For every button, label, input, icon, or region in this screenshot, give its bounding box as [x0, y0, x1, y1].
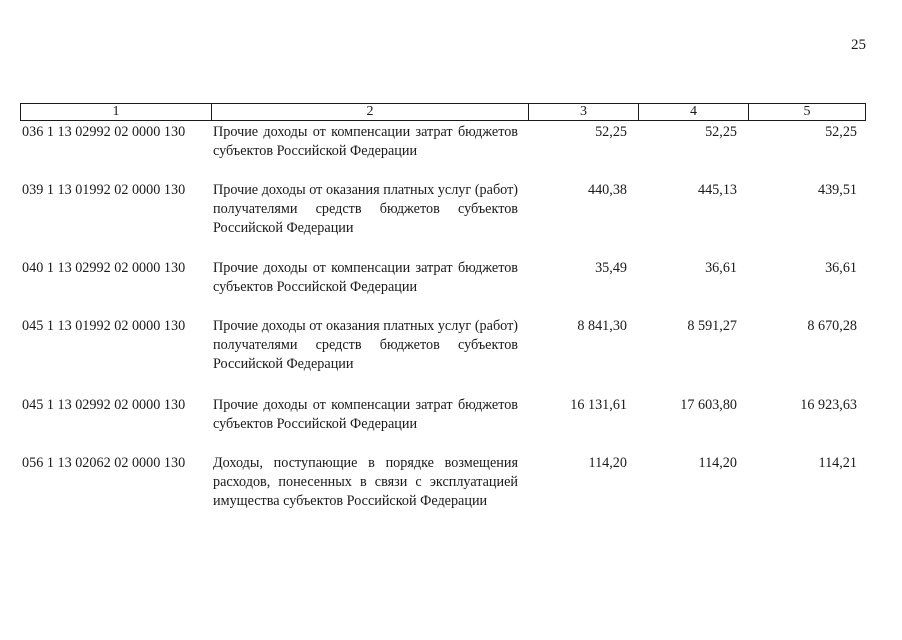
revenue-name: Прочие доходы от компенсации затрат бюджетов субъектов Российской Федерации	[213, 260, 518, 295]
table-header-row	[20, 103, 866, 121]
budget-code: 040 1 13 02992 02 0000 130	[22, 260, 186, 276]
column-header-4: 4	[638, 104, 748, 120]
value-column-4: 17 603,80	[680, 397, 737, 413]
column-header-3: 3	[528, 104, 638, 120]
value-column-4: 52,25	[705, 124, 737, 140]
value-column-5: 52,25	[825, 124, 857, 140]
budget-code: 036 1 13 02992 02 0000 130	[22, 124, 186, 140]
column-header-1: 1	[112, 104, 120, 119]
revenue-name: Прочие доходы от оказания платных услуг (работ) получателями средств бюджетов субъектов Российской Федерации	[213, 182, 518, 236]
value-column-3: 114,20	[588, 455, 627, 471]
revenue-name: Прочие доходы от компенсации затрат бюджетов субъектов Российской Федерации	[213, 397, 518, 432]
value-column-5: 114,21	[818, 455, 857, 471]
value-column-4: 445,13	[697, 182, 737, 198]
value-column-3: 16 131,61	[570, 397, 627, 413]
revenue-name: Доходы, поступающие в порядке возмещения расходов, понесенных в связи с эксплуатацией имущества субъектов Российской Федерации	[213, 455, 518, 509]
value-column-3: 52,25	[595, 124, 627, 140]
budget-code: 045 1 13 01992 02 0000 130	[22, 318, 186, 334]
value-column-3: 8 841,30	[577, 318, 627, 334]
value-column-3: 35,49	[595, 260, 627, 276]
budget-code: 045 1 13 02992 02 0000 130	[22, 397, 186, 413]
revenue-name: Прочие доходы от компенсации затрат бюджетов субъектов Российской Федерации	[213, 124, 518, 159]
column-header-5: 5	[748, 104, 865, 120]
value-column-3: 440,38	[587, 182, 627, 198]
budget-code: 039 1 13 01992 02 0000 130	[22, 182, 186, 198]
value-column-5: 8 670,28	[807, 318, 857, 334]
value-column-5: 36,61	[825, 260, 857, 276]
revenue-name: Прочие доходы от оказания платных услуг (работ) получателями средств бюджетов субъектов Российской Федерации	[213, 318, 518, 372]
value-column-4: 8 591,27	[687, 318, 737, 334]
value-column-5: 16 923,63	[800, 397, 857, 413]
page-number: 25	[851, 37, 866, 53]
value-column-4: 114,20	[698, 455, 737, 471]
column-header-2: 2	[211, 104, 528, 120]
value-column-4: 36,61	[705, 260, 737, 276]
budget-code: 056 1 13 02062 02 0000 130	[22, 455, 186, 471]
value-column-5: 439,51	[817, 182, 857, 198]
